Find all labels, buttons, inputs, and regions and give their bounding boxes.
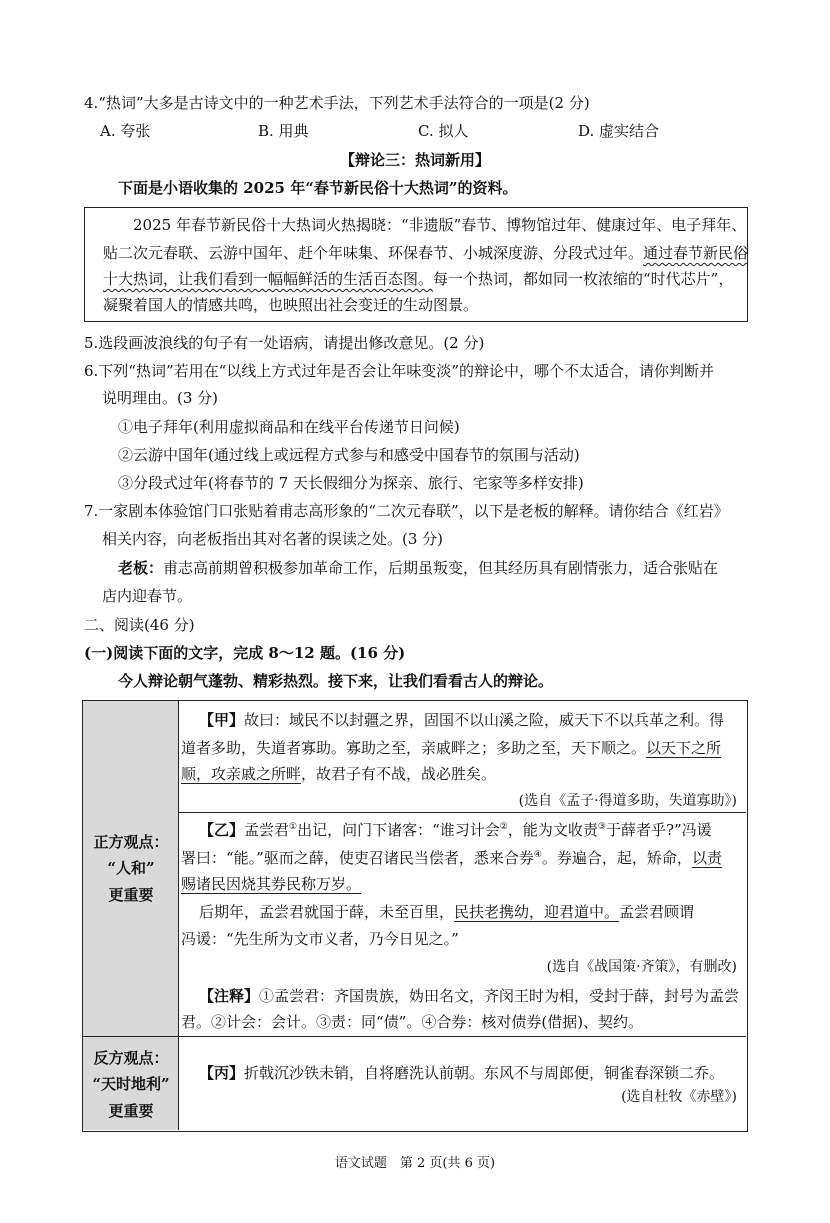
boss-explanation-1: 老板：甫志高前期曾积极参加革命工作，后期虽叛变，但其经历具有剧情张力，适合张贴在	[118, 559, 719, 577]
jia-yi-divider	[179, 812, 746, 813]
debate3-title: 【辩论三：热词新用】	[339, 151, 490, 169]
question-6-stem-2: 说明理由。(3 分)	[102, 389, 219, 407]
box-line-1: 2025 年春节新民俗十大热词火热揭晓：“非遗版”春节、博物馆过年、健康过年、电子拜年、	[133, 216, 747, 234]
question-7-stem-2: 相关内容，向老板指出其对名著的误读之处。(3 分)	[102, 530, 444, 548]
wavy-sentence-part2: 十大热词，让我们看到一幅幅鲜活的生活百态图。	[103, 270, 434, 288]
yi-note-2: 君。②计会：会计。③责：同“债”。④合券：核对债券(借据)、契约。	[181, 1013, 644, 1031]
jia-source: (选自《孟子·得道多助，失道寡助》)	[518, 793, 737, 809]
section-2-title: 二、阅读(46 分)	[84, 616, 195, 634]
hotword-material-box	[84, 207, 748, 322]
page-footer: 语文试题 第 2 页(共 6 页)	[334, 1156, 496, 1171]
con-label-3: 更重要	[108, 1102, 154, 1120]
jia-line-1: 【甲】故曰：域民不以封疆之界，固国不以山溪之险，威天下不以兵革之利。得	[199, 711, 725, 729]
box-line-2: 贴二次元春联、云游中国年、赶个年味集、环保春节、小城深度游、分段式过年。通过春节新民俗	[103, 244, 749, 262]
yi-line-4: 后期年，孟尝君就国于薛，未至百里，民扶老携幼，迎君道中。孟尝君顾谓	[199, 903, 695, 921]
debate3-intro: 下面是小语收集的 2025 年“春节新民俗十大热词”的资料。	[118, 179, 518, 197]
question-4-options	[100, 120, 740, 142]
con-label-1: 反方观点：	[93, 1049, 169, 1067]
section-2-subtitle: (一)阅读下面的文字，完成 8～12 题。(16 分)	[84, 644, 406, 662]
pro-label-1: 正方观点：	[93, 833, 169, 851]
bing-source: (选自杜牧《赤壁》)	[621, 1089, 737, 1105]
yi-line-5: 冯谖：“先生所为文市义者，乃今日见之。”	[181, 930, 459, 948]
reading-table	[82, 700, 748, 1132]
yi-note-1: 【注释】①孟尝君：齐国贵族，妫田名文，齐闵王时为相，受封于薛，封号为孟尝	[199, 987, 740, 1005]
wavy-sentence-part1: 通过春节新民俗	[643, 244, 749, 262]
option-d: D. 虚实结合	[578, 122, 660, 140]
bing-poem: 【丙】折戟沉沙铁未销，自将磨洗认前朝。东风不与周郎便，铜雀春深锁二乔。	[199, 1064, 725, 1082]
section-2-intro: 今人辩论朝气蓬勃、精彩热烈。接下来，让我们看看古人的辩论。	[118, 672, 554, 690]
question-4-stem: 4.“热词”大多是古诗文中的一种艺术手法，下列艺术手法符合的一项是(2 分)	[84, 94, 590, 112]
pro-label-2: “人和”	[107, 859, 155, 877]
yi-source: (选自《战国策·齐策》，有删改)	[546, 959, 737, 975]
question-5: 5.选段画波浪线的句子有一处语病，请提出修改意见。(2 分)	[84, 334, 485, 352]
con-label-2: “天时地利”	[92, 1075, 170, 1093]
option-c: C. 拟人	[418, 122, 469, 140]
question-6-stem-1: 6.下列“热词”若用在“以线上方式过年是否会让年味变淡”的辩论中，哪个不太适合，请你判断并	[84, 362, 714, 380]
question-6-item-1: ①电子拜年(利用虚拟商品和在线平台传递节日问候)	[118, 418, 460, 436]
box-line-3: 十大热词，让我们看到一幅幅鲜活的生活百态图。每一个热词，都如同一枚浓缩的“时代芯片”，	[103, 270, 734, 288]
con-side-cell	[83, 1037, 179, 1130]
pro-label-3: 更重要	[108, 886, 154, 904]
yi-line-2: 署曰：“能。”驱而之薛，使吏召诸民当偿者，悉来合券④。券遍合，起，矫命，以责	[181, 849, 722, 867]
box-line-4: 凝聚着国人的情感共鸣，也映照出社会变迁的生动图景。	[103, 296, 479, 314]
jia-line-2: 道者多助，失道者寡助。寡助之至，亲戚畔之；多助之至，天下顺之。以天下之所	[181, 739, 722, 757]
option-b: B. 用典	[258, 122, 309, 140]
row-divider	[83, 1036, 746, 1037]
yi-line-3: 赐诸民因烧其券民称万岁。	[181, 875, 362, 893]
jia-line-3: 顺，攻亲戚之所畔，故君子有不战，战必胜矣。	[181, 765, 497, 783]
boss-explanation-2: 店内迎春节。	[102, 587, 193, 605]
option-a: A. 夸张	[100, 122, 151, 140]
question-6-item-3: ③分段式过年(将春节的 7 天长假细分为探亲、旅行、宅家等多样安排)	[118, 474, 584, 492]
question-7-stem-1: 7.一家剧本体验馆门口张贴着甫志高形象的“二次元春联”，以下是老板的解释。请你结合《红岩》	[84, 502, 729, 520]
yi-line-1: 【乙】孟尝君①出记，问门下诸客：“谁习计会②，能为文收责③于薛者乎?”冯谖	[199, 821, 712, 839]
question-6-item-2: ②云游中国年(通过线上或远程方式参与和感受中国春节的氛围与活动)	[118, 446, 580, 464]
pro-side-cell	[83, 701, 179, 1036]
